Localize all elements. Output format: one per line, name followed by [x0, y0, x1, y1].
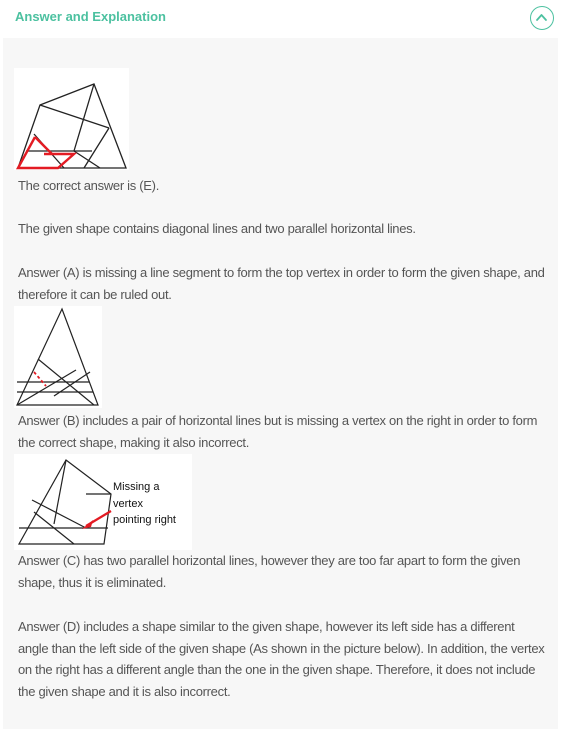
collapse-toggle-button[interactable]	[530, 6, 554, 30]
explanation-answer-d: Answer (D) includes a shape similar to the given shape, however its left side has a different angle than the left side of the given shape (As shown in the picture below). In addition, the vertex on the right has a different angle than the one in the given shape. Therefore, it does not include the given shape and it is also incorrect.	[18, 619, 545, 699]
explanation-answer-c: Answer (C) has two parallel horizontal lines, however they are too far apart to form the given shape, thus it is eliminated.	[18, 553, 521, 590]
figure-answer-c	[14, 454, 192, 550]
figure-given-shape	[14, 68, 129, 170]
explanation-answer-b: Answer (B) includes a pair of horizontal lines but is missing a vertex on the right in order to form the correct shape, making it also incorrect.	[18, 413, 538, 450]
answer-b-diagram	[14, 306, 102, 408]
figure-c-callout: Missing a vertex pointing right	[113, 481, 176, 526]
figure-answer-b	[14, 306, 102, 408]
answer-header-title: Answer and Explanation	[15, 9, 166, 24]
given-shape-diagram	[14, 68, 129, 170]
chevron-up-icon	[534, 10, 549, 25]
correct-answer-text: The correct answer is (E).	[18, 178, 160, 193]
answer-header	[0, 0, 565, 38]
answer-explanation-panel	[3, 38, 558, 729]
explanation-given-shape: The given shape contains diagonal lines and two parallel horizontal lines.	[18, 221, 416, 236]
explanation-answer-a: Answer (A) is missing a line segment to form the top vertex in order to form the given shape, and therefore it can be ruled out.	[18, 265, 545, 302]
